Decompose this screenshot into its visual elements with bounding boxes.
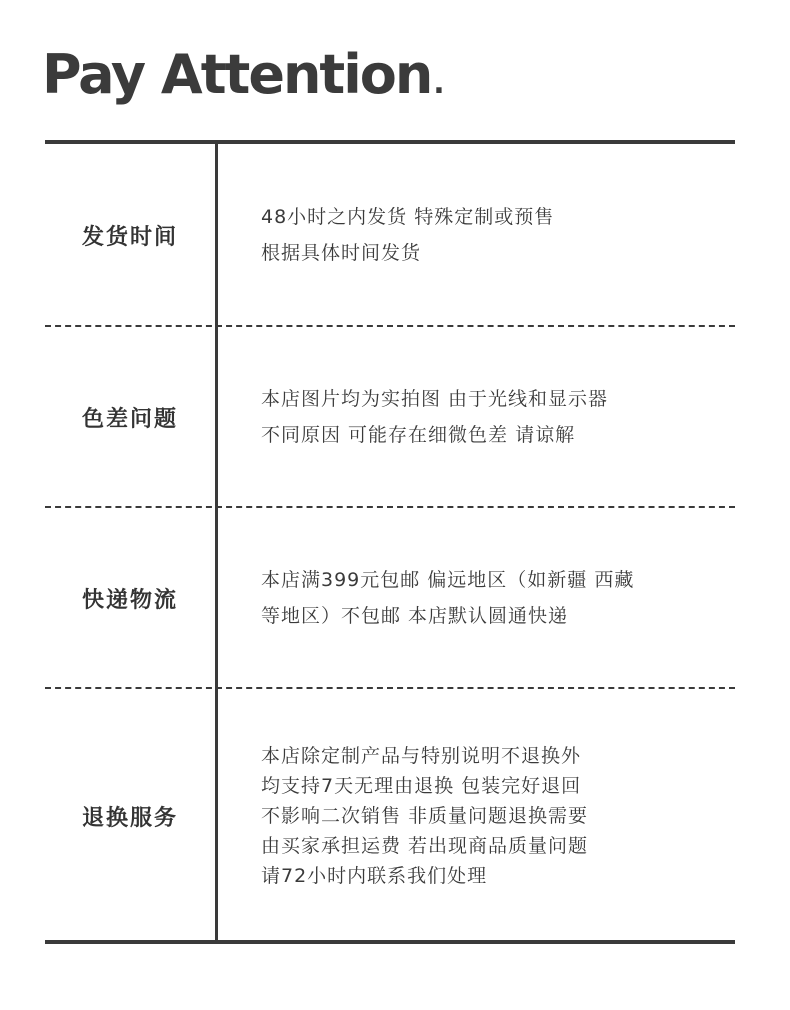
content-line: 等地区）不包邮 本店默认圆通快递 [261,605,569,627]
row-content [261,384,721,450]
content-line: 请72小时内联系我们处理 [261,865,488,887]
content-line: 48小时之内发货 特殊定制或预售 [261,206,555,228]
row-shipping-logistics [45,508,735,688]
content-line: 不同原因 可能存在细微色差 请谅解 [261,424,576,446]
row-label: 快递物流 [81,588,178,613]
row-color-difference [45,327,735,507]
content-line: 本店图片均为实拍图 由于光线和显示器 [261,388,609,410]
content-line: 不影响二次销售 非质量问题退换需要 [261,805,589,827]
row-content [261,565,721,631]
row-return-service [45,689,735,944]
row-content [261,202,721,268]
page-title [42,40,443,119]
content-line: 本店除定制产品与特别说明不退换外 [261,745,582,767]
notice-table [45,140,735,944]
page-title-text: Pay Attention [42,43,432,106]
row-label: 色差问题 [81,407,178,432]
content-line: 根据具体时间发货 [261,242,422,264]
page-title-dot: . [433,66,443,101]
row-shipping-time [45,144,735,326]
row-label: 退换服务 [81,806,178,831]
row-label: 发货时间 [81,225,178,250]
content-line: 均支持7天无理由退换 包装完好退回 [261,775,582,797]
content-line: 由买家承担运费 若出现商品质量问题 [261,835,589,857]
content-line: 本店满399元包邮 偏远地区（如新疆 西藏 [261,569,635,591]
row-content [261,741,721,891]
